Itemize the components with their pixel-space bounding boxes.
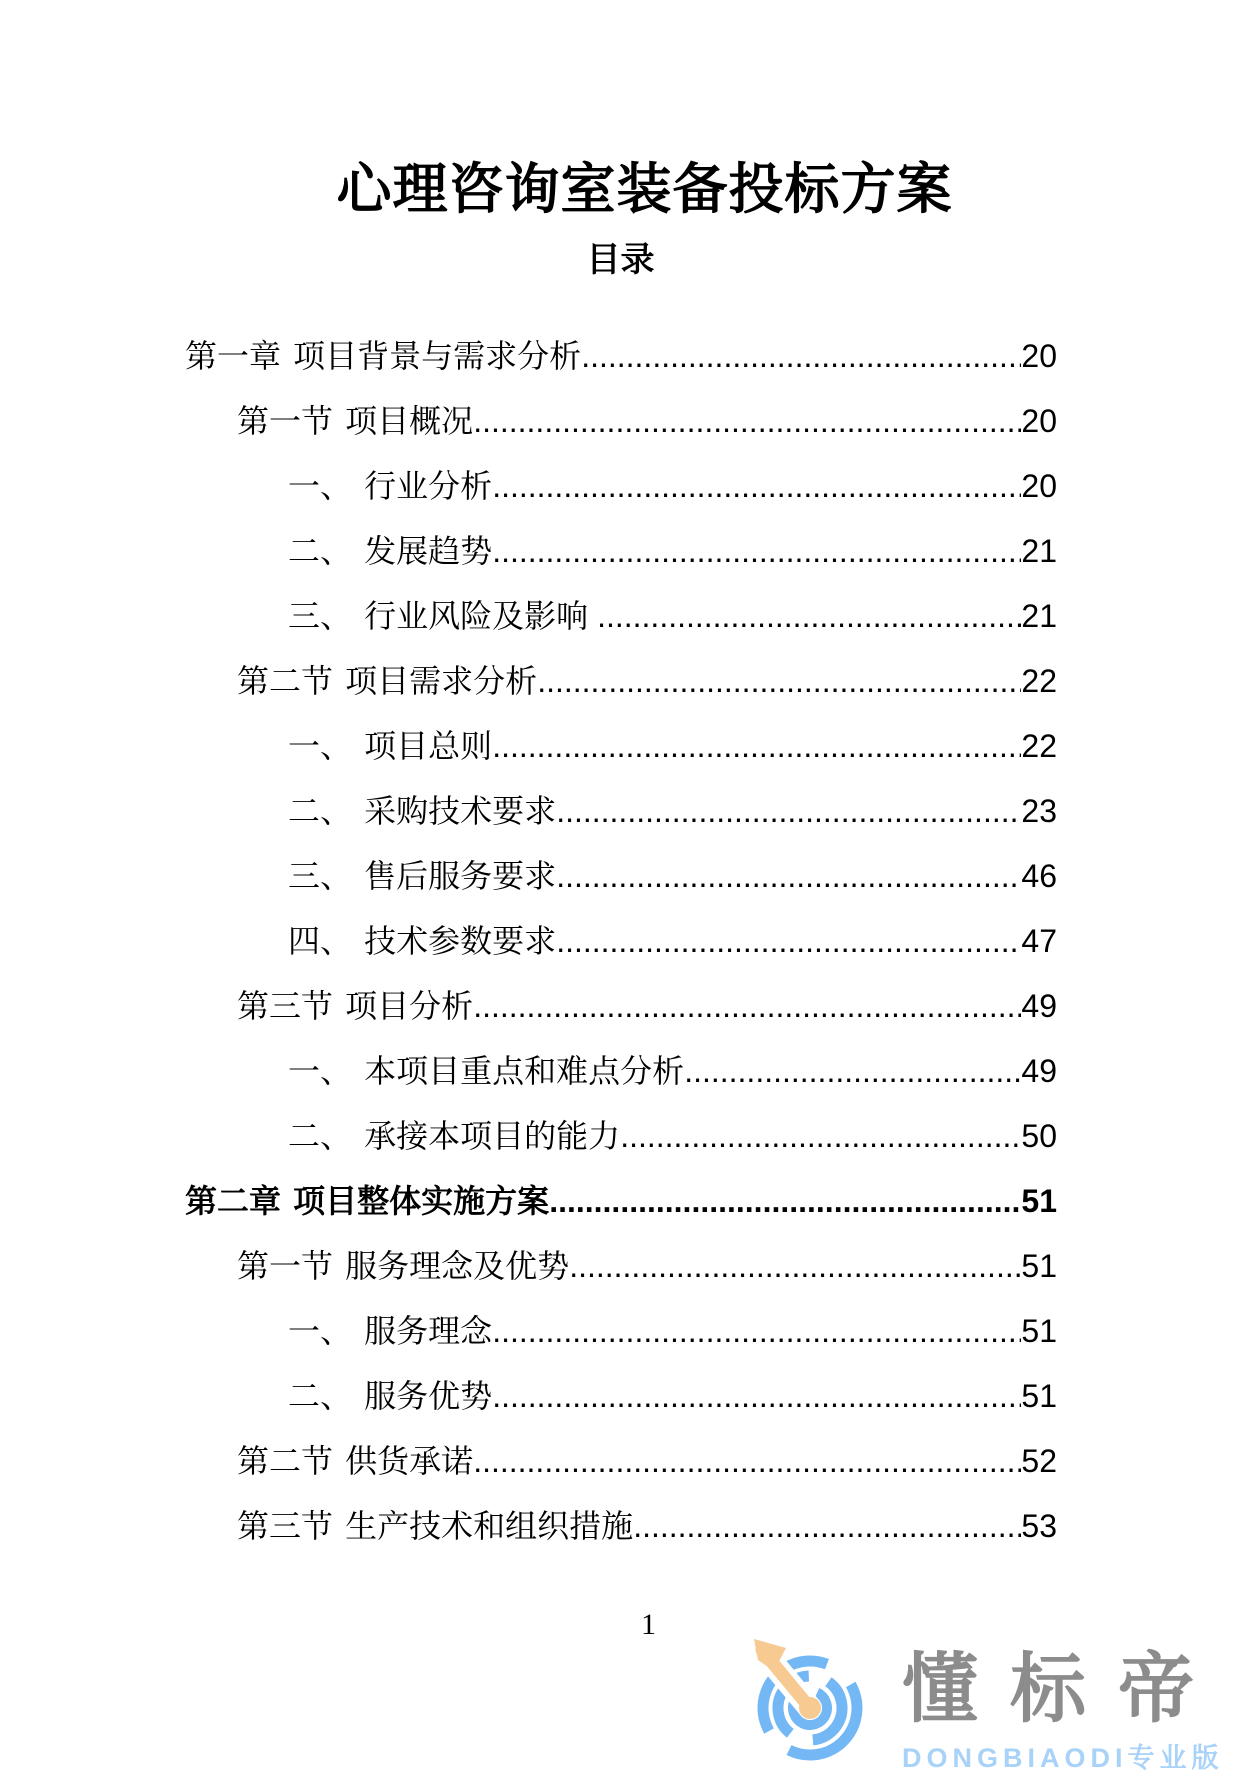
brand-watermark <box>748 1636 1226 1775</box>
toc-entry-title: 承接本项目的能力 <box>364 1118 621 1155</box>
toc-entry[interactable] <box>185 1039 1057 1104</box>
toc-entry-page: 23 <box>1021 793 1057 830</box>
toc-entry-title: 技术参数要求 <box>364 923 557 960</box>
toc-entry-page: 20 <box>1021 403 1057 440</box>
toc-entry-number: 二、 <box>288 1378 353 1415</box>
toc-dot-leader <box>549 1169 1021 1234</box>
toc-entry-number: 二、 <box>288 533 353 570</box>
toc-entry-number: 第二节 <box>237 663 334 700</box>
toc-entry-title: 行业风险及影响 <box>364 598 598 635</box>
page-number: 1 <box>641 1608 656 1642</box>
toc-entry-page: 20 <box>1021 468 1057 505</box>
toc-entry-number: 三、 <box>288 858 353 895</box>
toc-entry-title: 项目整体实施方案 <box>293 1183 550 1220</box>
toc-dot-leader <box>492 714 1021 779</box>
toc-entry[interactable] <box>185 324 1057 389</box>
toc-entry[interactable] <box>185 454 1057 519</box>
toc-entry-number: 第二节 <box>237 1443 334 1480</box>
toc-entry-title: 行业分析 <box>364 468 493 505</box>
toc-entry-page: 53 <box>1021 1508 1057 1545</box>
brand-text-block <box>902 1636 1226 1775</box>
toc-entry[interactable] <box>185 1494 1057 1559</box>
toc-entry[interactable] <box>185 649 1057 714</box>
toc-entry[interactable] <box>185 909 1057 974</box>
toc-entry-title: 项目背景与需求分析 <box>293 338 582 375</box>
toc-entry-number: 第三节 <box>237 988 334 1025</box>
toc-entry-page: 51 <box>1021 1183 1057 1220</box>
toc-entry-title: 服务优势 <box>364 1378 493 1415</box>
toc-entry-number: 三、 <box>288 598 353 635</box>
toc-dot-leader <box>473 389 1021 454</box>
toc-entry-page: 46 <box>1021 858 1057 895</box>
toc-dot-leader <box>581 324 1021 389</box>
toc-entry[interactable] <box>185 1299 1057 1364</box>
toc-entry[interactable] <box>185 1429 1057 1494</box>
toc-dot-leader <box>556 844 1021 909</box>
toc-entry[interactable] <box>185 389 1057 454</box>
document-title: 心理咨询室装备投标方案 <box>336 158 953 220</box>
toc-entry-page: 22 <box>1021 663 1057 700</box>
toc-entry-number: 二、 <box>288 793 353 830</box>
toc-dot-leader <box>537 649 1021 714</box>
toc-entry-title: 供货承诺 <box>345 1443 474 1480</box>
table-of-contents <box>185 324 1057 1559</box>
toc-entry-page: 51 <box>1021 1313 1057 1350</box>
toc-entry-number: 二、 <box>288 1118 353 1155</box>
toc-entry-title: 服务理念 <box>364 1313 493 1350</box>
toc-entry-title: 采购技术要求 <box>364 793 557 830</box>
toc-entry[interactable] <box>185 844 1057 909</box>
toc-entry[interactable] <box>185 1104 1057 1169</box>
toc-dot-leader <box>684 1039 1021 1104</box>
toc-entry-number: 一、 <box>288 1053 353 1090</box>
toc-entry[interactable] <box>185 974 1057 1039</box>
toc-entry[interactable] <box>185 1364 1057 1429</box>
toc-dot-leader <box>556 909 1021 974</box>
toc-dot-leader <box>473 974 1021 1039</box>
toc-entry-title: 生产技术和组织措施 <box>345 1508 634 1545</box>
toc-entry-title: 项目总则 <box>364 728 493 765</box>
toc-entry-page: 51 <box>1021 1248 1057 1285</box>
toc-heading: 目录 <box>586 241 655 279</box>
toc-entry[interactable] <box>185 519 1057 584</box>
toc-entry-number: 四、 <box>288 923 353 960</box>
toc-entry[interactable] <box>185 714 1057 779</box>
toc-dot-leader <box>633 1494 1021 1559</box>
toc-entry-title: 项目需求分析 <box>345 663 538 700</box>
toc-entry-title: 本项目重点和难点分析 <box>364 1053 685 1090</box>
toc-entry-page: 51 <box>1021 1378 1057 1415</box>
toc-dot-leader <box>597 584 1021 649</box>
toc-entry-page: 50 <box>1021 1118 1057 1155</box>
toc-entry-number: 一、 <box>288 728 353 765</box>
toc-entry-title: 售后服务要求 <box>364 858 557 895</box>
toc-entry-page: 21 <box>1021 533 1057 570</box>
toc-entry-number: 第一节 <box>237 403 334 440</box>
toc-dot-leader <box>620 1104 1021 1169</box>
toc-dot-leader <box>492 1364 1021 1429</box>
toc-entry-number: 一、 <box>288 468 353 505</box>
toc-entry-page: 22 <box>1021 728 1057 765</box>
toc-entry-page: 21 <box>1021 598 1057 635</box>
dart-target-icon <box>748 1636 870 1768</box>
brand-subtitle: DONGBIAODI专业版 <box>902 1743 1224 1773</box>
toc-entry-page: 49 <box>1021 1053 1057 1090</box>
toc-entry-number: 第三节 <box>237 1508 334 1545</box>
toc-entry-title: 项目分析 <box>345 988 474 1025</box>
toc-entry-title: 发展趋势 <box>364 533 493 570</box>
toc-entry[interactable] <box>185 779 1057 844</box>
toc-dot-leader <box>569 1234 1021 1299</box>
toc-entry-page: 52 <box>1021 1443 1057 1480</box>
toc-entry-page: 20 <box>1021 338 1057 375</box>
toc-entry-number: 第一章 <box>185 338 282 375</box>
toc-entry-title: 服务理念及优势 <box>345 1248 570 1285</box>
toc-entry[interactable] <box>185 1234 1057 1299</box>
toc-dot-leader <box>492 1299 1021 1364</box>
toc-entry[interactable] <box>185 1169 1057 1234</box>
toc-entry-number: 第一节 <box>237 1248 334 1285</box>
toc-entry[interactable] <box>185 584 1057 649</box>
toc-dot-leader <box>492 519 1021 584</box>
toc-dot-leader <box>492 454 1021 519</box>
brand-name: 懂标帝 <box>902 1647 1226 1732</box>
toc-dot-leader <box>556 779 1021 844</box>
toc-dot-leader <box>473 1429 1021 1494</box>
toc-entry-number: 一、 <box>288 1313 353 1350</box>
toc-entry-page: 47 <box>1021 923 1057 960</box>
toc-entry-number: 第二章 <box>185 1183 282 1220</box>
toc-entry-title: 项目概况 <box>345 403 474 440</box>
toc-entry-page: 49 <box>1021 988 1057 1025</box>
